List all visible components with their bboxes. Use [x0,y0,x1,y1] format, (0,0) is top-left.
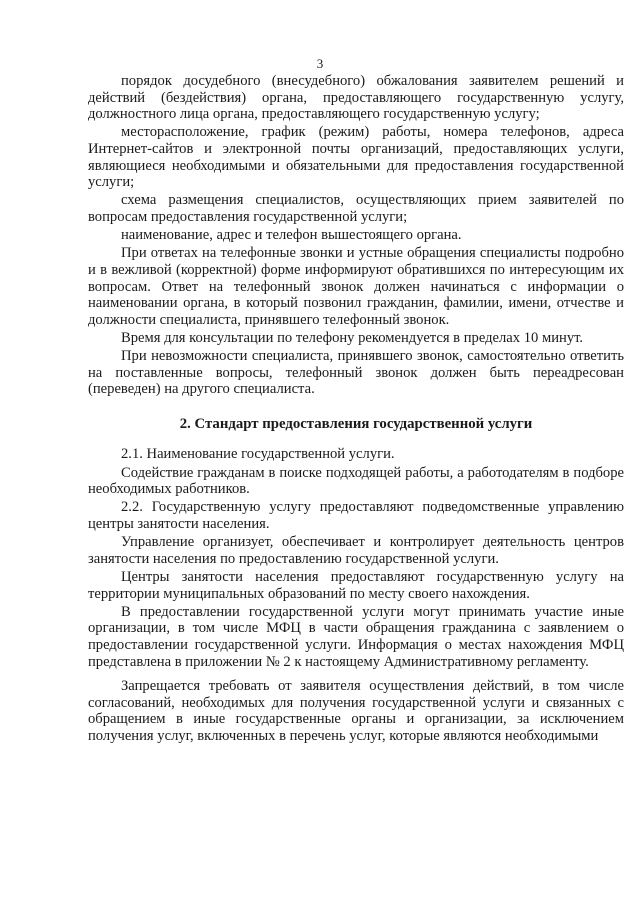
paragraph-prohibited-requirements: Запрещается требовать от заявителя осуществления действий, в том числе согласований, необходимых для получения государственной услуги и связанных с обращением в иные государственные органы и организации, за исключением получения услуг, включенных в перечень услуг, которые являются необходимыми [88,678,624,744]
paragraph-specialists-layout: схема размещения специалистов, осуществляющих прием заявителей по вопросам предоставления государственной услуги; [88,192,624,225]
paragraph-consultation-time: Время для консультации по телефону рекомендуется в пределах 10 минут. [121,329,584,346]
paragraph-service-name: Содействие гражданам в поиске подходящей работы, а работодателям в подборе необходимых работников. [88,464,624,498]
paragraph-location-schedule: месторасположение, график (режим) работы, номера телефонов, адреса Интернет-сайтов и электронной почты организаций, предоставляющих услуги, являющиеся необходимыми и обязательными для предоставления государственной услуги; [88,124,624,191]
page-number: 3 [316,56,324,71]
paragraph-service-providers: 2.2. Государственную услугу предоставляют подведомственные управлению центры занятости населения. [88,499,624,532]
section-heading: 2. Стандарт предоставления государственной услуги [179,415,533,432]
paragraph-phone-answers: При ответах на телефонные звонки и устные обращения специалисты подробно и в вежливой (корректной) форме информируют обратившихся по интересующим их вопросам. Ответ на телефонный звонок должен начинаться с информации о наименовании органа, в который позвонил гражданин, фамилии, имени, отчестве и должности специалиста, принявшего телефонный звонок. [88,245,624,328]
paragraph-employment-centers: Центры занятости населения предоставляют государственную услугу на территории муниципальных образований по месту своего нахождения. [88,568,624,602]
paragraph-mfc-participation: В предоставлении государственной услуги могут принимать участие иные организации, в том числе МФЦ в части обращения гражданина с заявлением о предоставлении государственной услуги. Информация о местах нахождения МФЦ представлена в приложении № 2 к настоящему Административному регламенту. [88,603,624,670]
paragraph-service-name-item: 2.1. Наименование государственной услуги. [121,446,395,463]
document-body [88,73,624,746]
paragraph-call-redirect: При невозможности специалиста, принявшего звонок, самостоятельно ответить на поставленные вопросы, телефонный звонок должен быть переадресован (переведен) на другого специалиста. [88,348,624,398]
paragraph-superior-body: наименование, адрес и телефон вышестоящего органа. [121,227,462,244]
paragraph-management-control: Управление организует, обеспечивает и контролирует деятельность центров занятости населения по предоставлению государственной услуги. [88,534,624,567]
paragraph-appeal-procedure: порядок досудебного (внесудебного) обжалования заявителем решений и действий (бездействия) органа, предоставляющего государственную услугу, должностного лица органа, предоставляющего государственную услугу; [88,73,624,123]
